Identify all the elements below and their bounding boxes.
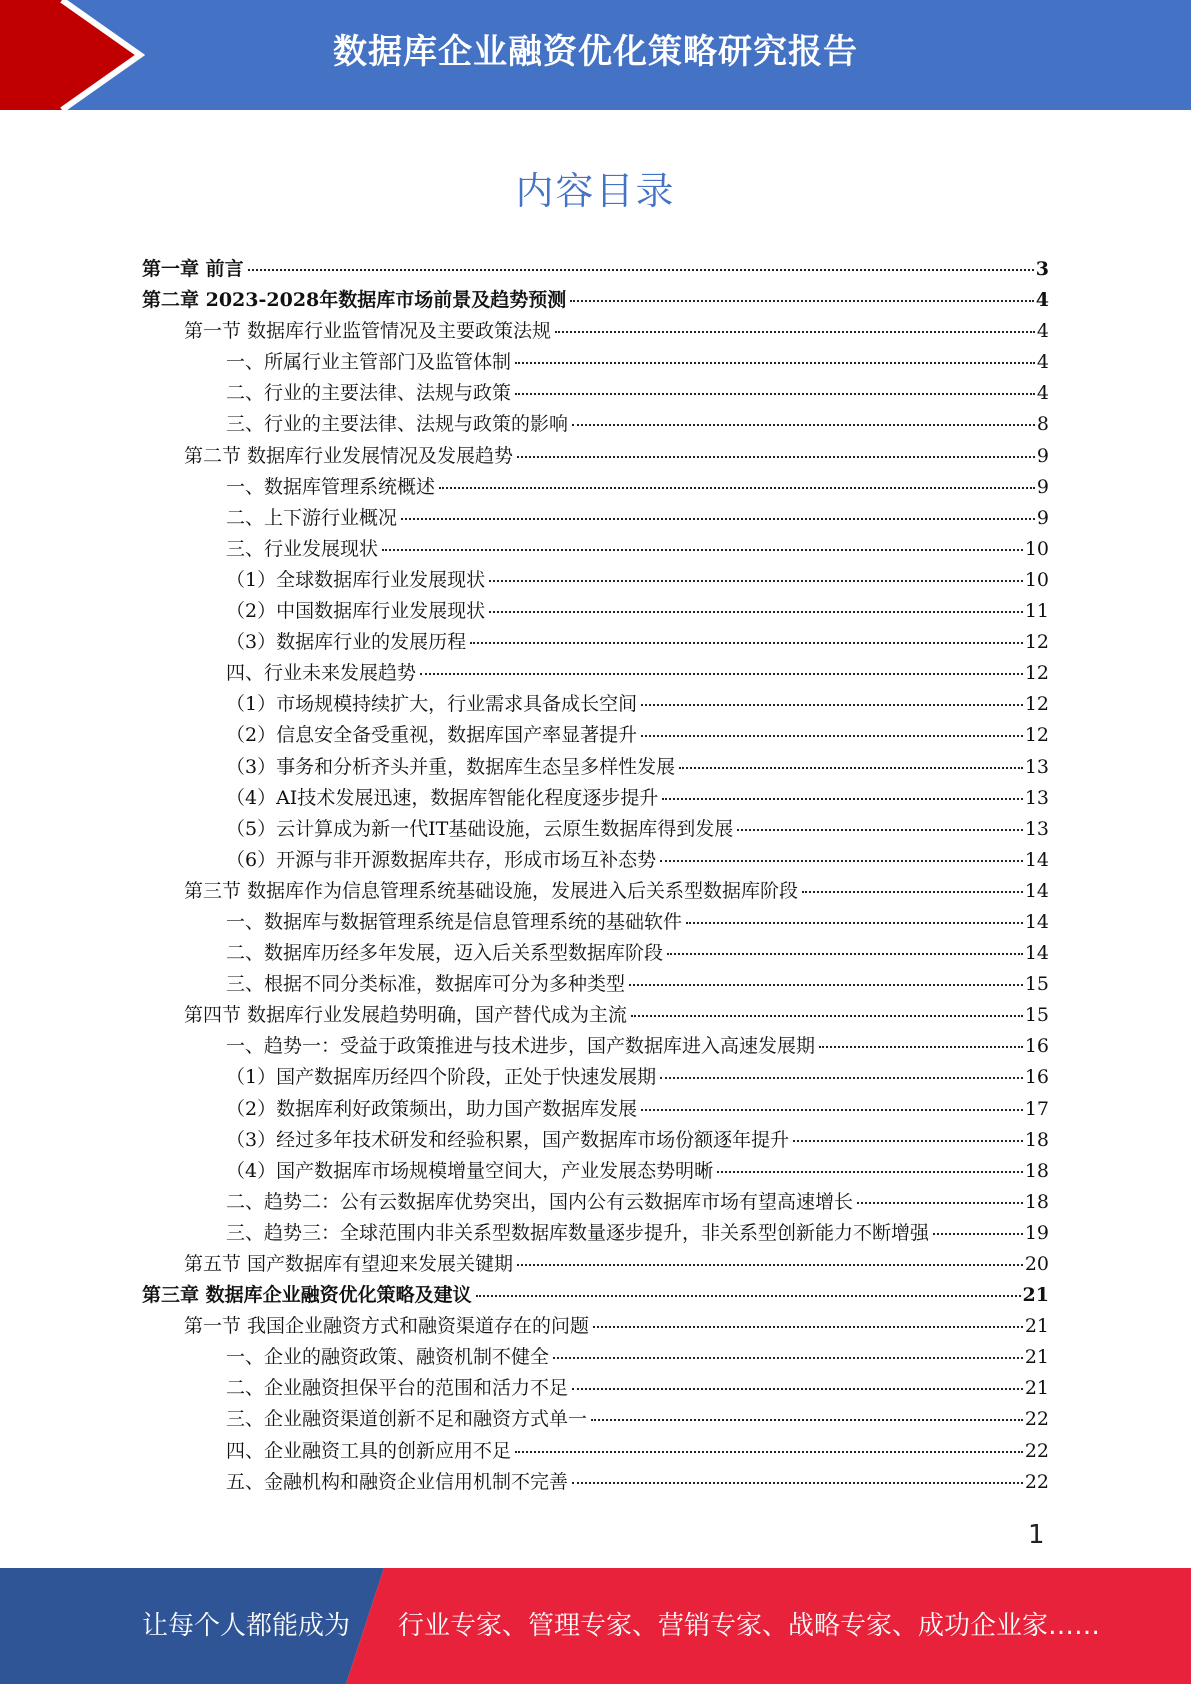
toc-entry-page: 16: [1024, 1035, 1049, 1058]
toc-entry-label: （2）数据库利好政策频出，助力国产数据库发展: [226, 1097, 638, 1120]
toc-entry[interactable]: [142, 627, 1049, 658]
toc-leader-dots: [717, 1171, 1023, 1173]
toc-entry-label: （1）市场规模持续扩大，行业需求具备成长空间: [226, 693, 638, 716]
toc-entry-page: 17: [1024, 1097, 1049, 1120]
toc-entry[interactable]: [142, 472, 1049, 503]
toc-entry[interactable]: [142, 938, 1049, 969]
toc-entry[interactable]: [142, 285, 1049, 316]
toc-leader-dots: [793, 1140, 1023, 1142]
toc-entry-page: 22: [1024, 1470, 1049, 1493]
toc-entry-page: 15: [1024, 973, 1049, 996]
toc-entry-page: 15: [1024, 1004, 1049, 1027]
toc-leader-dots: [629, 984, 1023, 986]
toc-entry[interactable]: [142, 907, 1049, 938]
toc-leader-dots: [631, 1015, 1023, 1017]
toc-entry-label: 第二章 2023-2028年数据库市场前景及趋势预测: [142, 289, 567, 312]
toc-entry-label: （4）AI技术发展迅速，数据库智能化程度逐步提升: [226, 786, 659, 809]
toc-leader-dots: [737, 829, 1023, 831]
toc-leader-dots: [515, 393, 1035, 395]
toc-entry-page: 4: [1035, 289, 1049, 312]
toc-entry[interactable]: [142, 1218, 1049, 1249]
toc-entry[interactable]: [142, 409, 1049, 440]
toc-entry-page: 22: [1024, 1439, 1049, 1462]
toc-leader-dots: [382, 549, 1023, 551]
toc-entry[interactable]: [142, 969, 1049, 1000]
toc-entry-label: 一、数据库与数据管理系统是信息管理系统的基础软件: [226, 910, 683, 933]
toc-leader-dots: [515, 362, 1035, 364]
toc-entry-label: 一、所属行业主管部门及监管体制: [226, 351, 512, 374]
toc-entry-label: （6）开源与非开源数据库共存，形成市场互补态势: [226, 848, 657, 871]
toc-leader-dots: [802, 891, 1023, 893]
toc-entry-page: 14: [1024, 848, 1049, 871]
toc-entry[interactable]: [142, 1404, 1049, 1435]
toc-entry-page: 4: [1036, 351, 1049, 374]
toc-leader-dots: [572, 1482, 1023, 1484]
toc-entry-label: 一、数据库管理系统概述: [226, 475, 436, 498]
toc-entry-label: 四、行业未来发展趋势: [226, 662, 417, 685]
toc-leader-dots: [591, 1419, 1023, 1421]
toc-entry-label: 第一章 前言: [142, 258, 244, 280]
toc-leader-dots: [476, 1295, 1021, 1297]
toc-entry-page: 21: [1024, 1315, 1049, 1338]
toc-entry[interactable]: [142, 378, 1049, 409]
toc-entry[interactable]: [142, 565, 1049, 596]
toc-entry[interactable]: [142, 658, 1049, 689]
toc-entry-page: 9: [1036, 475, 1049, 498]
toc-entry[interactable]: [142, 1187, 1049, 1218]
toc-entry[interactable]: [142, 752, 1049, 783]
toc-entry[interactable]: [142, 1342, 1049, 1373]
toc-entry-page: 21: [1024, 1346, 1049, 1369]
toc-leader-dots: [515, 1451, 1023, 1453]
header-banner: [0, 0, 1191, 110]
toc-entry-label: 第五节 国产数据库有望迎来发展关键期: [184, 1253, 514, 1275]
toc-entry-label: 二、趋势二：公有云数据库优势突出，国内公有云数据库市场有望高速增长: [226, 1190, 854, 1213]
toc-leader-dots: [593, 1326, 1023, 1328]
toc-entry-page: 13: [1024, 755, 1049, 778]
toc-entry-page: 20: [1024, 1253, 1049, 1275]
toc-entry[interactable]: [142, 1373, 1049, 1404]
toc-entry[interactable]: [142, 1000, 1049, 1031]
toc-leader-dots: [517, 1264, 1023, 1266]
toc-leader-dots: [489, 611, 1023, 613]
toc-leader-dots: [933, 1233, 1023, 1235]
toc-entry-label: 二、数据库历经多年发展，迈入后关系型数据库阶段: [226, 942, 664, 965]
toc-entry[interactable]: [142, 1436, 1049, 1467]
toc-entry-label: （1）全球数据库行业发展现状: [226, 568, 486, 591]
toc-leader-dots: [641, 735, 1023, 737]
toc-leader-dots: [679, 767, 1023, 769]
page-number: 1: [1028, 1520, 1045, 1550]
toc-entry-page: 12: [1024, 693, 1049, 716]
toc-entry-label: 一、趋势一：受益于政策推进与技术进步，国产数据库进入高速发展期: [226, 1035, 816, 1058]
toc-entry[interactable]: [142, 1280, 1049, 1311]
toc-entry[interactable]: [142, 1031, 1049, 1062]
toc-entry-label: 第一节 数据库行业监管情况及主要政策法规: [184, 320, 552, 343]
toc-entry-label: 一、企业的融资政策、融资机制不健全: [226, 1346, 550, 1369]
toc-entry-label: （1）国产数据库历经四个阶段，正处于快速发展期: [226, 1066, 657, 1089]
toc-entry[interactable]: [142, 1311, 1049, 1342]
footer-slogan-left: 让每个人都能成为: [142, 1611, 351, 1641]
toc-entry-page: 9: [1036, 506, 1049, 529]
toc-entry-page: 18: [1024, 1159, 1049, 1182]
toc-entry-page: 14: [1024, 942, 1049, 965]
toc-leader-dots: [572, 1388, 1023, 1390]
toc-entry-label: 第一节 我国企业融资方式和融资渠道存在的问题: [184, 1315, 590, 1338]
toc-entry-page: 11: [1024, 600, 1049, 623]
toc-leader-dots: [662, 798, 1022, 800]
toc-entry[interactable]: [142, 1249, 1049, 1280]
footer-slogan-right: 行业专家、管理专家、营销专家、战略专家、成功企业家……: [398, 1611, 1101, 1641]
toc-entry-page: 4: [1036, 320, 1049, 343]
toc-entry[interactable]: [142, 1467, 1049, 1498]
toc-leader-dots: [641, 704, 1023, 706]
toc-entry-page: 14: [1024, 910, 1049, 933]
toc-entry-label: 三、行业的主要法律、法规与政策的影响: [226, 413, 569, 436]
toc-entry-page: 9: [1036, 444, 1049, 467]
toc-leader-dots: [570, 300, 1034, 302]
toc-entry[interactable]: [142, 814, 1049, 845]
toc-entry-label: 二、企业融资担保平台的范围和活力不足: [226, 1377, 569, 1400]
toc-entry[interactable]: [142, 720, 1049, 751]
toc-entry-page: 12: [1024, 631, 1049, 654]
toc-entry-page: 13: [1024, 786, 1049, 809]
toc-leader-dots: [857, 1202, 1023, 1204]
toc-entry-label: （2）中国数据库行业发展现状: [226, 600, 486, 623]
toc-entry-label: 二、行业的主要法律、法规与政策: [226, 382, 512, 405]
toc-entry-page: 21: [1024, 1377, 1049, 1400]
toc-entry-label: 三、趋势三：全球范围内非关系型数据库数量逐步提升，非关系型创新能力不断增强: [226, 1221, 930, 1244]
toc-leader-dots: [572, 424, 1035, 426]
toc-leader-dots: [660, 1077, 1023, 1079]
toc-leader-dots: [489, 580, 1023, 582]
toc-entry[interactable]: [142, 1156, 1049, 1187]
toc-entry-label: （3）数据库行业的发展历程: [226, 631, 467, 654]
toc-entry-label: 三、企业融资渠道创新不足和融资方式单一: [226, 1408, 588, 1431]
toc-leader-dots: [401, 518, 1035, 520]
toc-entry-label: 第四节 数据库行业发展趋势明确，国产替代成为主流: [184, 1004, 628, 1027]
toc-leader-dots: [686, 922, 1023, 924]
toc-entry[interactable]: [142, 316, 1049, 347]
toc-leader-dots: [553, 1357, 1023, 1359]
toc-entry-label: （5）云计算成为新一代IT基础设施，云原生数据库得到发展: [226, 817, 734, 840]
toc-entry-label: 第三节 数据库作为信息管理系统基础设施，发展进入后关系型数据库阶段: [184, 879, 799, 902]
toc-leader-dots: [667, 953, 1023, 955]
toc-entry[interactable]: [142, 876, 1049, 907]
toc-leader-dots: [517, 456, 1035, 458]
toc-entry[interactable]: [142, 254, 1049, 285]
toc-entry[interactable]: [142, 441, 1049, 472]
toc-entry-page: 16: [1024, 1066, 1049, 1089]
toc-entry[interactable]: [142, 503, 1049, 534]
table-of-contents: [142, 254, 1049, 1498]
report-title: 数据库企业融资优化策略研究报告: [333, 32, 858, 72]
toc-entry-label: 四、企业融资工具的创新应用不足: [226, 1439, 512, 1462]
toc-entry-page: 10: [1024, 537, 1049, 560]
toc-leader-dots: [660, 860, 1023, 862]
toc-leader-dots: [420, 673, 1023, 675]
toc-entry-label: （4）国产数据库市场规模增量空间大，产业发展态势明晰: [226, 1159, 714, 1182]
toc-entry-page: 10: [1024, 568, 1049, 591]
toc-entry[interactable]: [142, 1125, 1049, 1156]
toc-entry-page: 21: [1022, 1284, 1049, 1307]
toc-entry-page: 12: [1024, 724, 1049, 747]
toc-leader-dots: [641, 1109, 1023, 1111]
toc-entry[interactable]: [142, 1062, 1049, 1093]
toc-entry-label: （3）事务和分析齐头并重，数据库生态呈多样性发展: [226, 755, 676, 778]
toc-entry-page: 18: [1024, 1190, 1049, 1213]
toc-leader-dots: [819, 1046, 1023, 1048]
toc-entry-label: 五、金融机构和融资企业信用机制不完善: [226, 1470, 569, 1493]
toc-entry[interactable]: [142, 534, 1049, 565]
toc-entry[interactable]: [142, 347, 1049, 378]
toc-entry-label: 第二节 数据库行业发展情况及发展趋势: [184, 444, 514, 467]
toc-entry-page: 22: [1024, 1408, 1049, 1431]
toc-entry[interactable]: [142, 596, 1049, 627]
toc-entry-label: （3）经过多年技术研发和经验积累，国产数据库市场份额逐年提升: [226, 1128, 790, 1151]
toc-entry-page: 8: [1036, 413, 1049, 436]
toc-leader-dots: [439, 487, 1035, 489]
toc-entry[interactable]: [142, 845, 1049, 876]
toc-entry-page: 4: [1036, 382, 1049, 405]
toc-entry-page: 3: [1035, 258, 1049, 280]
toc-entry-label: （2）信息安全备受重视，数据库国产率显著提升: [226, 724, 638, 747]
toc-entry-label: 三、根据不同分类标准，数据库可分为多种类型: [226, 973, 626, 996]
toc-leader-dots: [555, 331, 1035, 333]
toc-entry-label: 第三章 数据库企业融资优化策略及建议: [142, 1284, 472, 1307]
toc-entry-page: 19: [1024, 1221, 1049, 1244]
toc-entry-page: 14: [1024, 879, 1049, 902]
footer-banner: [0, 1568, 1191, 1684]
toc-entry-page: 12: [1024, 662, 1049, 685]
toc-entry[interactable]: [142, 689, 1049, 720]
toc-heading: 内容目录: [515, 169, 676, 213]
toc-entry-page: 18: [1024, 1128, 1049, 1151]
toc-entry[interactable]: [142, 1094, 1049, 1125]
toc-entry-page: 13: [1024, 817, 1049, 840]
toc-entry-label: 三、行业发展现状: [226, 537, 379, 560]
toc-leader-dots: [248, 269, 1034, 271]
toc-entry[interactable]: [142, 783, 1049, 814]
toc-leader-dots: [470, 642, 1023, 644]
toc-entry-label: 二、上下游行业概况: [226, 506, 398, 529]
